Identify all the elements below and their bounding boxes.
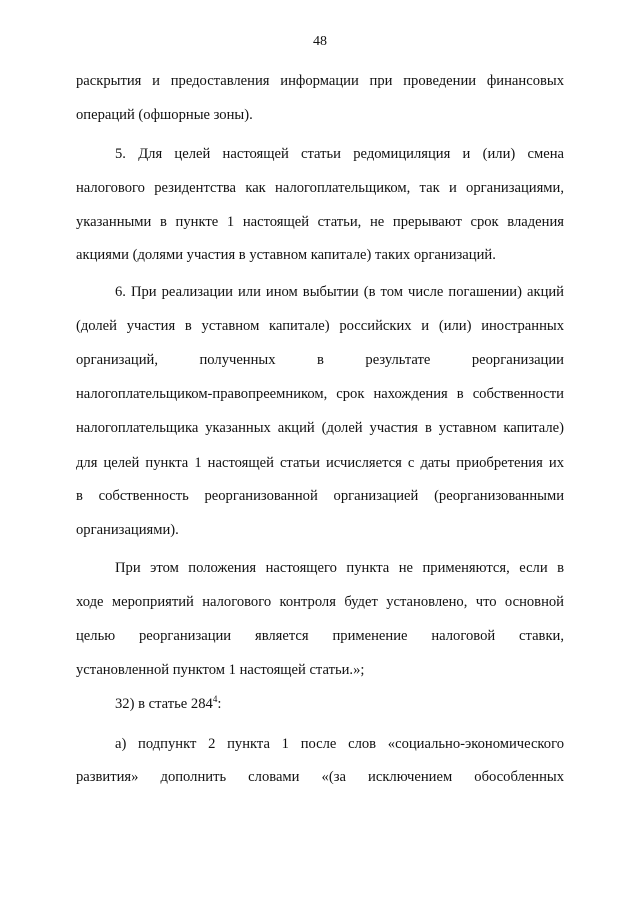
page-number: 48 (313, 34, 327, 49)
text-line: для целей пункта 1 настоящей статьи исчисляется с даты приобретения их (76, 455, 564, 471)
text-line: целью реорганизации является применение налоговой ставки, (76, 628, 564, 644)
text-line: акциями (долями участия в уставном капитале) таких организаций. (76, 247, 496, 263)
text-line: (долей участия в уставном капитале) российских и (или) иностранных (76, 318, 564, 334)
text-line: указанными в пункте 1 настоящей статьи, не прерывают срок владения (76, 214, 564, 230)
text-line: раскрытия и предоставления информации при проведении финансовых (76, 73, 564, 89)
text-line: установленной пунктом 1 настоящей статьи.»; (76, 662, 365, 678)
paragraph-note-first-line: При этом положения настоящего пункта не применяются, если в (115, 560, 564, 576)
paragraph-6-first-line: 6. При реализации или ином выбытии (в том числе погашении) акций (115, 284, 564, 300)
paragraph-5-first-line: 5. Для целей настоящей статьи редомициляция и (или) смена (115, 146, 564, 162)
text-line: в собственность реорганизованной организацией (реорганизованными (76, 488, 564, 504)
text-line: организациями). (76, 522, 179, 538)
item-32-text: 32) в статье 284 (115, 696, 213, 712)
text-line: операций (офшорные зоны). (76, 107, 253, 123)
article-superscript: 4 (212, 694, 218, 705)
text-line: организаций, полученных в результате реорганизации (76, 352, 564, 368)
text-line: налогоплательщиком-правопреемником, срок нахождения в собственности (76, 386, 564, 402)
text-line: развития» дополнить словами «(за исключением обособленных (76, 769, 564, 785)
item-32-heading (115, 694, 564, 714)
item-32-colon: : (217, 696, 222, 712)
text-line: налогоплательщика указанных акций (долей участия в уставном капитале) (76, 420, 564, 436)
text-line: ходе мероприятий налогового контроля будет установлено, что основной (76, 594, 564, 610)
subitem-a-first-line: а) подпункт 2 пункта 1 после слов «социально-экономического (115, 736, 564, 752)
text-line: налогового резидентства как налогоплательщиком, так и организациями, (76, 180, 564, 196)
